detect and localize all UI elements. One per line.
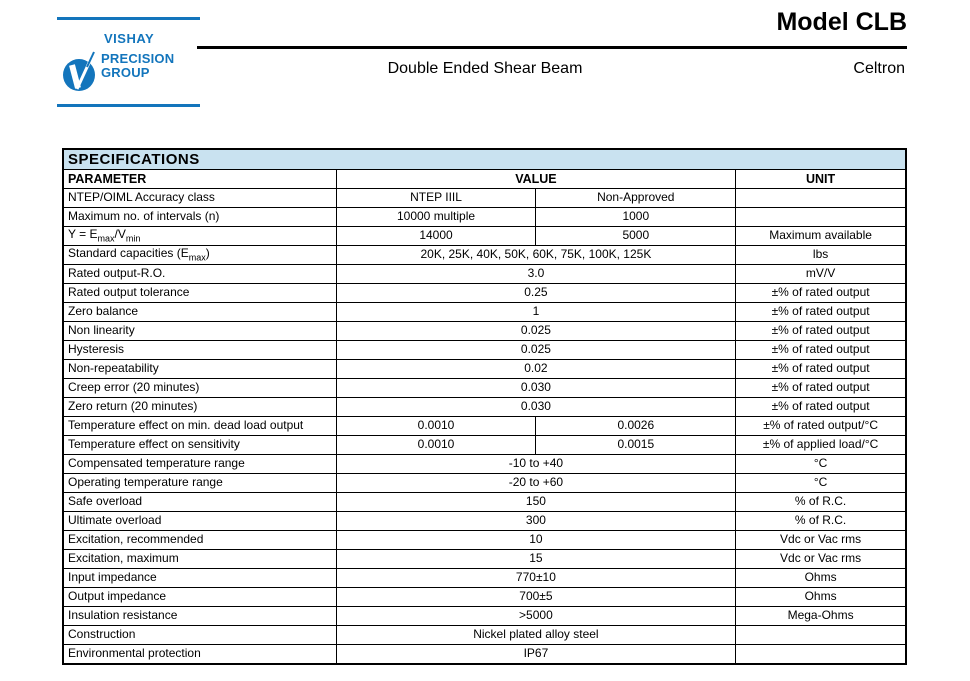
spec-row (63, 588, 906, 607)
spec-unit-cell: % of R.C. (736, 512, 906, 531)
spec-value-cell: 20K, 25K, 40K, 50K, 60K, 75K, 100K, 125K (336, 246, 736, 265)
spec-row (63, 607, 906, 626)
spec-unit-cell: ±% of rated output (736, 284, 906, 303)
spec-value-cell: 3.0 (336, 265, 736, 284)
brand-name: Celtron (853, 60, 905, 77)
spec-unit-cell: ±% of rated output (736, 322, 906, 341)
spec-value-cell: 1000 (536, 208, 736, 227)
spec-value-cell: 300 (336, 512, 736, 531)
spec-value-cell: 15 (336, 550, 736, 569)
spec-value-cell: 0.030 (336, 379, 736, 398)
vishay-wordmark: VISHAY (104, 31, 155, 46)
spec-unit-cell (736, 645, 906, 664)
spec-row (63, 246, 906, 265)
spec-unit-cell: °C (736, 455, 906, 474)
spec-value-cell: 1 (336, 303, 736, 322)
group-label: GROUP (101, 65, 150, 80)
spec-parameter-cell: Environmental protection (63, 645, 336, 664)
spec-value-cell: 700±5 (336, 588, 736, 607)
spec-unit-cell: ±% of rated output (736, 303, 906, 322)
spec-header-row (63, 170, 906, 189)
spec-row (63, 341, 906, 360)
spec-row (63, 436, 906, 455)
spec-parameter-cell: NTEP/OIML Accuracy class (63, 189, 336, 208)
spec-row (63, 455, 906, 474)
spec-value-cell: 0.0026 (536, 417, 736, 436)
spec-row (63, 379, 906, 398)
spec-value-cell: 0.025 (336, 341, 736, 360)
spec-value-cell: 0.02 (336, 360, 736, 379)
spec-parameter-cell: Compensated temperature range (63, 455, 336, 474)
spec-parameter-cell: Temperature effect on min. dead load output (63, 417, 336, 436)
spec-unit-cell: °C (736, 474, 906, 493)
spec-value-cell: 10 (336, 531, 736, 550)
spec-unit-cell (736, 189, 906, 208)
spec-parameter-cell: Excitation, maximum (63, 550, 336, 569)
spec-title: SPECIFICATIONS (63, 149, 906, 170)
spec-parameter-cell: Rated output-R.O. (63, 265, 336, 284)
spec-unit-cell: lbs (736, 246, 906, 265)
spec-parameter-cell: $Y = E_{max}/V_{min}$ (63, 227, 336, 246)
spec-row (63, 208, 906, 227)
spec-unit-cell: Mega-Ohms (736, 607, 906, 626)
spec-row (63, 474, 906, 493)
spec-parameter-cell: Insulation resistance (63, 607, 336, 626)
spec-unit-cell: ±% of rated output (736, 341, 906, 360)
spec-parameter-cell: Zero balance (63, 303, 336, 322)
spec-parameter-cell: Hysteresis (63, 341, 336, 360)
spec-unit-cell: mV/V (736, 265, 906, 284)
spec-value-cell: >5000 (336, 607, 736, 626)
spec-value-cell: 0.0010 (336, 436, 536, 455)
logo-bottom-rule (57, 104, 200, 107)
spec-parameter-cell: Standard capacities $(E_{max})$ (63, 246, 336, 265)
spec-row (63, 531, 906, 550)
spec-parameter-cell: Operating temperature range (63, 474, 336, 493)
spec-value-cell: NTEP IIIL (336, 189, 536, 208)
logo-top-rule (57, 17, 200, 20)
spec-parameter-cell: Non-repeatability (63, 360, 336, 379)
spec-value-cell: -20 to +60 (336, 474, 736, 493)
spec-value-cell: 10000 multiple (336, 208, 536, 227)
spec-row (63, 493, 906, 512)
column-header-unit: UNIT (736, 170, 906, 189)
spec-value-cell: 0.0010 (336, 417, 536, 436)
spec-row (63, 512, 906, 531)
spec-value-cell: Nickel plated alloy steel (336, 626, 736, 645)
spec-parameter-cell: Maximum no. of intervals (n) (63, 208, 336, 227)
spec-row (63, 303, 906, 322)
spec-unit-cell: ±% of rated output (736, 379, 906, 398)
spec-value-cell: 0.025 (336, 322, 736, 341)
spec-value-cell: 14000 (336, 227, 536, 246)
spec-row (63, 645, 906, 664)
column-header-value: VALUE (336, 170, 736, 189)
spec-parameter-cell: Ultimate overload (63, 512, 336, 531)
spec-unit-cell: ±% of rated output (736, 360, 906, 379)
precision-label: PRECISION (101, 51, 175, 66)
spec-unit-cell: % of R.C. (736, 493, 906, 512)
spec-value-cell: 0.0015 (536, 436, 736, 455)
spec-unit-cell: Ohms (736, 588, 906, 607)
spec-value-cell: 5000 (536, 227, 736, 246)
column-header-parameter: PARAMETER (63, 170, 336, 189)
spec-parameter-cell: Construction (63, 626, 336, 645)
spec-value-cell: 0.25 (336, 284, 736, 303)
spec-parameter-cell: Creep error (20 minutes) (63, 379, 336, 398)
spec-value-cell: -10 to +40 (336, 455, 736, 474)
spec-unit-cell: ±% of applied load/°C (736, 436, 906, 455)
spec-parameter-cell: Excitation, recommended (63, 531, 336, 550)
spec-row (63, 284, 906, 303)
spec-unit-cell: ±% of rated output (736, 398, 906, 417)
spec-parameter-cell: Output impedance (63, 588, 336, 607)
spec-parameter-cell: Temperature effect on sensitivity (63, 436, 336, 455)
model-title: Model CLB (776, 8, 907, 36)
spec-unit-cell: Vdc or Vac rms (736, 531, 906, 550)
spec-unit-cell (736, 626, 906, 645)
spec-value-cell: 150 (336, 493, 736, 512)
spec-value-cell: Non-Approved (536, 189, 736, 208)
spec-row (63, 417, 906, 436)
spec-row (63, 265, 906, 284)
spec-parameter-cell: Rated output tolerance (63, 284, 336, 303)
spec-row (63, 227, 906, 246)
spec-parameter-cell: Zero return (20 minutes) (63, 398, 336, 417)
spec-value-cell: 770±10 (336, 569, 736, 588)
spec-row (63, 398, 906, 417)
spec-row (63, 360, 906, 379)
spec-unit-cell: Ohms (736, 569, 906, 588)
spec-parameter-cell: Non linearity (63, 322, 336, 341)
spec-unit-cell: Vdc or Vac rms (736, 550, 906, 569)
spec-row (63, 569, 906, 588)
spec-row (63, 322, 906, 341)
spec-row (63, 189, 906, 208)
spec-row (63, 626, 906, 645)
spec-row (63, 550, 906, 569)
product-type-subtitle: Double Ended Shear Beam (387, 60, 583, 77)
header-divider (197, 46, 907, 49)
spec-unit-cell: Maximum available (736, 227, 906, 246)
specifications-table (62, 148, 907, 665)
spec-unit-cell (736, 208, 906, 227)
spec-table-body (63, 189, 906, 664)
spec-title-row (63, 149, 906, 170)
spec-value-cell: 0.030 (336, 398, 736, 417)
spec-value-cell: IP67 (336, 645, 736, 664)
spec-parameter-cell: Safe overload (63, 493, 336, 512)
spec-unit-cell: ±% of rated output/°C (736, 417, 906, 436)
spec-parameter-cell: Input impedance (63, 569, 336, 588)
